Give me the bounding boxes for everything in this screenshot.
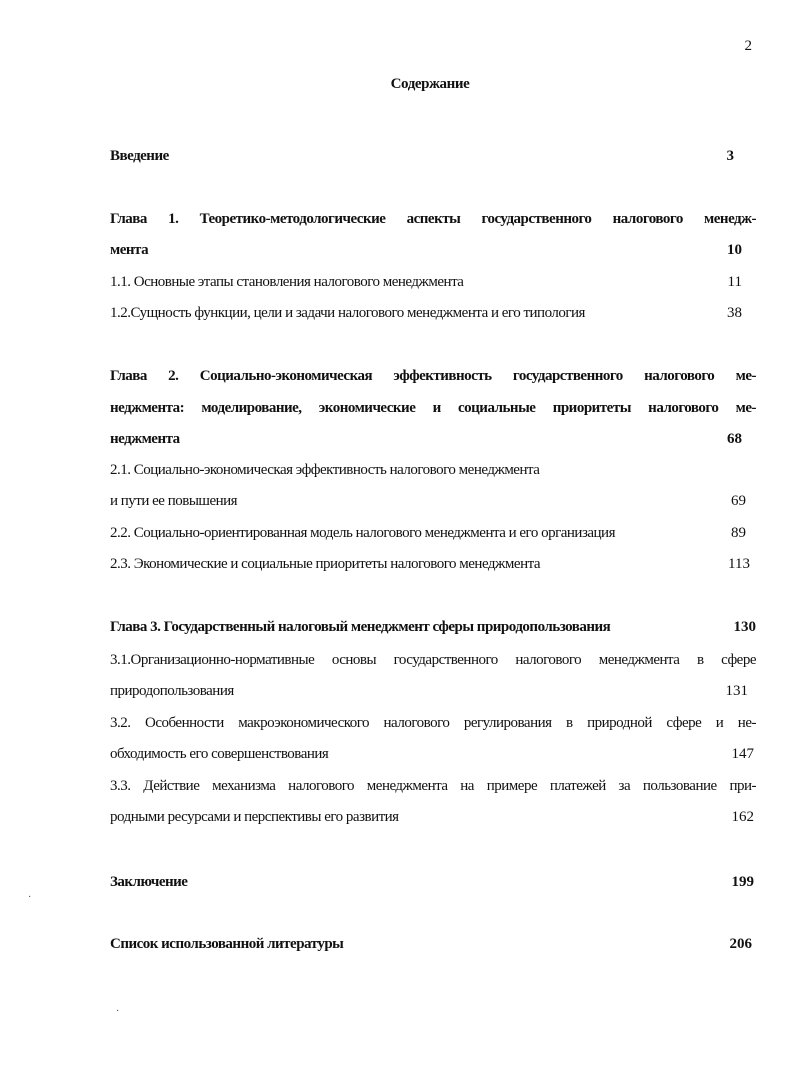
toc-entry-label: обходимость его совершенствования [110, 746, 329, 762]
toc-section-1-2[interactable] [110, 301, 756, 325]
page-number: 2 [744, 38, 752, 54]
toc-section-3-1-line2[interactable] [110, 679, 756, 703]
scan-speck: · [28, 892, 32, 903]
toc-entry-page: 206 [729, 936, 752, 952]
toc-entry-page: 69 [731, 493, 746, 509]
toc-section-3-2-line1[interactable]: 3.2. Особенности макроэкономического налогового регулирования в природной сфере и не- [110, 715, 756, 731]
toc-section-1-1[interactable] [110, 270, 756, 294]
toc-entry-page: 38 [727, 305, 742, 321]
toc-entry-page: 199 [731, 874, 754, 890]
toc-section-2-2[interactable] [110, 521, 756, 545]
toc-chapter3[interactable] [110, 615, 756, 639]
toc-entry-conclusion[interactable] [110, 870, 756, 894]
toc-section-3-3-line2[interactable] [110, 805, 756, 829]
scan-speck: · [116, 1006, 120, 1017]
toc-chapter1-line1[interactable]: Глава 1. Теоретико-методологические аспекты государственного налогового менедж- [110, 211, 756, 227]
page-title: Содержание [390, 76, 470, 92]
toc-entry-page: 10 [727, 242, 742, 258]
toc-chapter1-line2[interactable] [110, 238, 756, 262]
toc-section-2-1-line1[interactable]: 2.1. Социально-экономическая эффективность налогового менеджмента [110, 462, 540, 478]
toc-entry-label: мента [110, 242, 149, 258]
toc-entry-label: родными ресурсами и перспективы его развития [110, 809, 399, 825]
toc-entry-page: 147 [731, 746, 754, 762]
toc-entry-label: неджмента [110, 431, 180, 447]
toc-entry-label: Заключение [110, 874, 188, 890]
toc-entry-label: Список использованной литературы [110, 936, 344, 952]
toc-entry-bibliography[interactable] [110, 932, 756, 956]
toc-section-3-1-line1[interactable]: 3.1.Организационно-нормативные основы государственного налогового менеджмента в сфере [110, 652, 756, 668]
toc-entry-label: 2.2. Социально-ориентированная модель налогового менеджмента и его организация [110, 525, 615, 541]
toc-entry-page: 162 [731, 809, 754, 825]
toc-chapter2-line1[interactable]: Глава 2. Социально-экономическая эффективность государственного налогового ме- [110, 368, 756, 384]
toc-chapter2-line3[interactable] [110, 427, 756, 451]
toc-entry-label: Введение [110, 148, 169, 164]
toc-entry-label: природопользования [110, 683, 234, 699]
toc-entry-page: 113 [728, 556, 750, 572]
toc-chapter2-line2[interactable]: неджмента: моделирование, экономические и социальные приоритеты налогового ме- [110, 400, 756, 416]
toc-entry-page: 3 [726, 148, 734, 164]
toc-entry-label: Глава 3. Государственный налоговый менеджмент сферы природопользования [110, 619, 611, 635]
toc-entry-page: 11 [727, 274, 742, 290]
toc-entry-page: 130 [733, 619, 756, 635]
toc-section-3-3-line1[interactable]: 3.3. Действие механизма налогового менеджмента на примере платежей за пользование при- [110, 778, 756, 794]
toc-entry-label: 1.1. Основные этапы становления налогового менеджмента [110, 274, 464, 290]
toc-entry-label: и пути ее повышения [110, 493, 238, 509]
toc-entry-page: 131 [725, 683, 748, 699]
toc-section-2-1-line2[interactable] [110, 489, 756, 513]
toc-entry-page: 89 [731, 525, 746, 541]
toc-entry-page: 68 [727, 431, 742, 447]
toc-section-3-2-line2[interactable] [110, 742, 756, 766]
toc-entry-intro[interactable] [110, 144, 756, 168]
toc-entry-label: 1.2.Сущность функции, цели и задачи налогового менеджмента и его типология [110, 305, 585, 321]
toc-section-2-3[interactable] [110, 552, 756, 576]
toc-entry-label: 2.3. Экономические и социальные приоритеты налогового менеджмента [110, 556, 540, 572]
